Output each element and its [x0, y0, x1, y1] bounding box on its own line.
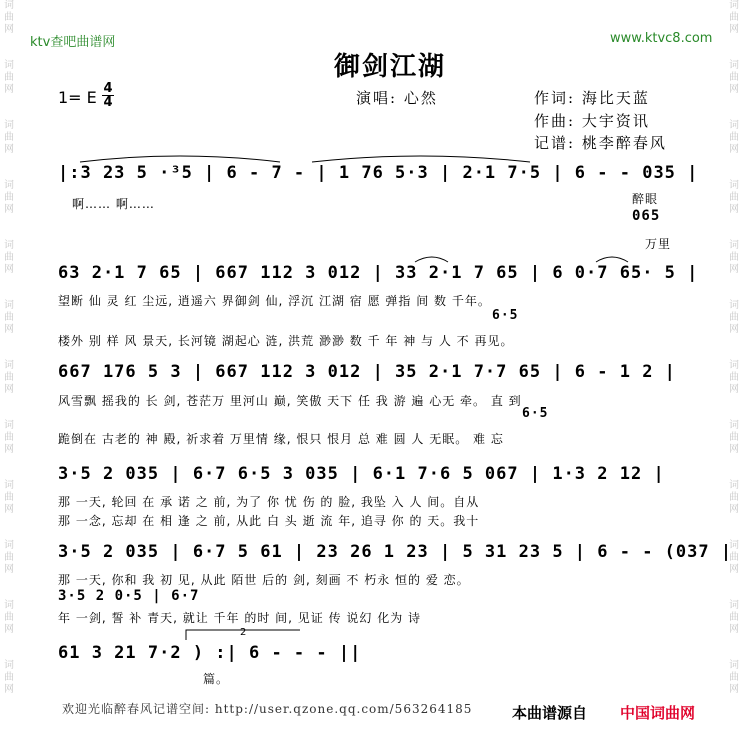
score-row-3-notes: 667 176 5 3 | 667 112 3 012 | 35 2·1 7·7 65 | 6 - 1 2 | [58, 362, 676, 382]
score-row-1-lyric: 啊…… 啊…… [72, 197, 155, 211]
singer-credit: 演唱: 心然 [356, 89, 438, 107]
slur-row-1a [80, 156, 280, 162]
score-row-1-notes: |:3 23 5 ·³5 | 6 - 7 - | 1 76 5·3 | 2·1 7·5 | 6 - - 035 | [58, 163, 699, 183]
volta-label: 2 [240, 627, 247, 638]
score-row-4-lyric-2: 那 一念, 忘却 在 相 逢 之 前, 从此 白 头 逝 流 年, 追寻 你 的 天。我十 [58, 514, 480, 528]
score-row-3-variant: 6·5 [522, 406, 549, 421]
score-row-5-lyric-1: 那 一天, 你和 我 初 见, 从此 陌世 后的 剑, 刻画 不 朽永 恒的 爱 恋。 [58, 573, 470, 587]
score-row-2-variant: 6·5 [492, 308, 519, 323]
key-signature: 1= E [58, 88, 97, 107]
pickup-lyric-2: 万里 [645, 237, 672, 251]
score-row-4-lyric-1: 那 一天, 轮回 在 承 诺 之 前, 为了 你 忧 伤 的 脸, 我坠 入 人 间。自从 [58, 495, 480, 509]
score-row-5-notes-2: 3·5 2 0·5 | 6·7 [58, 588, 200, 604]
composer-credit: 作曲: 大宇资讯 [534, 112, 650, 130]
song-title: 御剑江湖 [334, 52, 447, 82]
score-row-5-notes: 3·5 2 035 | 6·7 5 61 | 23 26 1 23 | 5 31 23 5 | 6 - - (037 | [58, 542, 733, 562]
volta-bracket [186, 630, 300, 640]
site-name-left: ktv查吧曲谱网 [30, 35, 116, 50]
pickup-notes-2: 065 [632, 208, 661, 224]
score-row-2-notes: 63 2·1 7 65 | 667 112 3 012 | 33 2·1 7 65 | 6 0·7 65· 5 | [58, 263, 699, 283]
score-row-4-notes: 3·5 2 035 | 6·7 6·5 3 035 | 6·1 7·6 5 067 | 1·3 2 12 | [58, 464, 665, 484]
score-row-6-lyric: 篇。 [203, 672, 230, 686]
lyricist-credit: 作词: 海比天蓝 [534, 89, 650, 107]
transcriber-credit: 记谱: 桃李醉春风 [534, 134, 667, 152]
score-row-6-notes: 61 3 21 7·2 ) :| 6 - - - || [58, 643, 362, 663]
slur-row-1b [312, 156, 530, 162]
score-row-5-lyric-2: 年 一剑, 誓 补 青天, 就让 千年 的时 间, 见证 传 说幻 化为 诗 [58, 611, 422, 625]
source-label: 本曲谱源自 [512, 704, 588, 722]
score-row-2-lyric-2: 楼外 别 样 风 景天, 长河镜 湖起心 涟, 洪荒 渺渺 数 千 年 神 与 人 不 再见。 [58, 334, 514, 348]
tie-row-2 [596, 257, 628, 262]
footer-welcome: 欢迎光临醉春风记谱空间: http://user.qzone.qq.com/563264185 [62, 702, 473, 716]
time-signature: 4 4 [103, 81, 113, 110]
watermark-right: 词曲网 词曲网 词曲网 词曲网 词曲网 词曲网 词曲网 词曲网 词曲网 词曲网 词曲网 词曲网 [729, 0, 739, 695]
watermark-left: 词曲网 词曲网 词曲网 词曲网 词曲网 词曲网 词曲网 词曲网 词曲网 词曲网 词曲网 词曲网 [4, 0, 14, 695]
score-row-2-lyric-1: 望断 仙 灵 红 尘远, 逍遥六 界御剑 仙, 浮沉 江湖 宿 愿 弹指 间 数 千年。 [58, 294, 491, 308]
score-row-3-lyric-1: 风雪飘 摇我的 长 剑, 苍茫万 里河山 巅, 笑傲 天下 任 我 游 遍 心无 牵。 直 到 [58, 394, 522, 408]
pickup-lyric-1: 醉眼 [632, 192, 659, 206]
source-name[interactable]: 中国词曲网 [620, 704, 696, 722]
score-row-3-lyric-2: 跪倒在 古老的 神 殿, 祈求着 万里情 缘, 恨只 恨月 总 难 圆 人 无眠。 难 忘 [58, 432, 504, 446]
site-url-right: www.ktvc8.com [610, 31, 713, 46]
slur-row-2 [415, 257, 448, 262]
